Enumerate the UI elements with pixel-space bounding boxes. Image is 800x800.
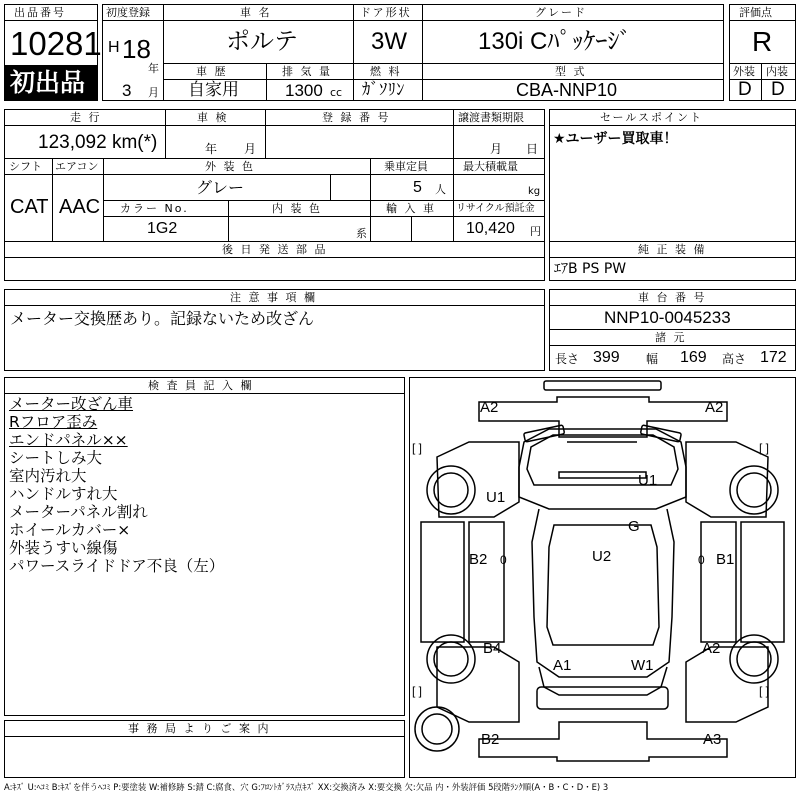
car-name: ポルテ: [226, 27, 298, 55]
recycle-label: リサイクル預託金: [456, 203, 535, 214]
diagram-mark-u2-roof: U2: [592, 548, 612, 565]
car-name-label: 車 名: [240, 6, 272, 19]
displacement-unit: cc: [330, 86, 343, 99]
int-color-label: 内 装 色: [272, 202, 322, 215]
month-unit: 月: [148, 86, 159, 99]
width: 169: [680, 349, 707, 366]
first-listing-text: 初出品: [10, 68, 86, 97]
import-label: 輸 入 車: [386, 202, 436, 215]
score: R: [752, 26, 773, 57]
inspector-notes: [9, 395, 224, 575]
capacity: 5: [413, 179, 422, 196]
chassis-label: 車 台 番 号: [638, 291, 707, 304]
caution: メーター交換歴あり。記録ないため改ざん: [10, 309, 315, 328]
ext-color-spare-cell: [330, 174, 371, 201]
transfer-day-unit: 日: [526, 142, 539, 156]
recycle-unit: 円: [530, 225, 541, 238]
lot-no: 10281: [10, 25, 102, 62]
later-parts-cell: [4, 257, 545, 281]
era: H: [108, 39, 120, 56]
diagram-bracket-right-2: [ ]: [759, 684, 770, 698]
ext-grade: D: [738, 79, 752, 100]
sales-point: ★ユーザー買取車！: [553, 131, 678, 147]
height-label: 高さ: [722, 352, 747, 366]
diagram-mark-u1-hood: U1: [638, 472, 658, 489]
int-grade-label: 内装: [766, 65, 788, 78]
grade: 130i Cﾊﾟｯｹｰｼﾞ: [478, 28, 632, 55]
diagram-mark-a2-top-left: A2: [480, 399, 499, 416]
reg-no-cell: [265, 125, 454, 159]
diagram-mark-b4-left: B4: [483, 640, 502, 657]
door-type: 3W: [371, 28, 407, 55]
inspector-note-line: メーター改ざん車: [9, 395, 134, 413]
fuel: ｶﾞｿﾘﾝ: [362, 80, 405, 100]
diagram-zero-left: 0: [500, 553, 507, 567]
legend-footer: A:ｷｽﾞ U:ﾍｺﾐ B:ｷｽﾞを伴うﾍｺﾐ P:要塗装 W:補修跡 S:錆 C:腐食、穴 G:ﾌﾛﾝﾄｶﾞﾗｽ点ｷｽﾞ XX:交換済み X:要交換 欠:欠品 内・外装評価 5段階ﾗﾝｸ順(A・B・C・D・E) 3: [4, 782, 609, 792]
office-label: 事 務 局 よ り ご 案 内: [128, 722, 271, 735]
inspector-note-line: ホイールカバー×: [9, 521, 131, 539]
displacement: 1300: [285, 81, 323, 100]
inspector-note-line: シートしみ大: [9, 449, 103, 467]
diagram-mark-b2-bottom: B2: [481, 731, 500, 748]
fuel-label: 燃 料: [370, 65, 402, 78]
inspector-note-line: パワースライドドア不良（左）: [9, 557, 225, 575]
color-no: 1G2: [147, 220, 178, 237]
recycle: 10,420: [466, 220, 515, 237]
diagram-mark-b2-left: B2: [469, 551, 488, 568]
lot-no-label: 出品番号: [14, 6, 66, 19]
caution-label: 注 意 事 項 欄: [230, 291, 317, 304]
int-grade: D: [771, 79, 785, 100]
load-label: 最大積載量: [463, 160, 518, 173]
inspection-year-unit: 年: [205, 142, 218, 156]
height: 172: [760, 349, 787, 366]
reg-no-label: 登 録 番 号: [322, 111, 391, 124]
inspection-label: 車 検: [197, 111, 229, 124]
model-code: CBA-NNP10: [516, 80, 618, 100]
color-no-label: カラー No.: [120, 202, 189, 215]
length: 399: [593, 349, 620, 366]
int-color-cell: [228, 216, 371, 242]
model-code-label: 型 式: [555, 65, 587, 78]
capacity-unit: 人: [435, 183, 446, 196]
inspector-note-line: 外装うすい線傷: [9, 539, 118, 557]
diagram-bracket-left-1: [ ]: [412, 441, 423, 455]
dims-cell: [549, 345, 796, 371]
ac: AAC: [59, 196, 101, 218]
ac-label: エアコン: [55, 160, 99, 173]
grade-label: グレード: [535, 6, 587, 19]
diagram-mark-a3-bottom: A3: [703, 731, 722, 748]
capacity-label: 乗車定員: [384, 160, 428, 173]
import-cell-2: [411, 216, 454, 242]
inspector-label: 検 査 員 記 入 欄: [148, 379, 254, 392]
transfer-month-unit: 月: [490, 142, 503, 156]
inspection-month-unit: 月: [244, 142, 257, 156]
diagram-mark-a2-top-right: A2: [705, 399, 724, 416]
diagram-mark-b1-right: B1: [716, 551, 735, 568]
chassis: NNP10-0045233: [604, 308, 731, 327]
ext-color-label: 外 装 色: [205, 160, 255, 173]
reg-year: 18: [122, 34, 151, 64]
diagram-bracket-right-1: [ ]: [759, 441, 770, 455]
score-label: 評価点: [739, 6, 772, 19]
diagram-mark-g: G: [628, 518, 640, 535]
mileage-label: 走 行: [70, 111, 102, 124]
mileage: 123,092 km(*): [38, 132, 158, 153]
diagram-mark-a1-back: A1: [553, 657, 572, 674]
shift-label: シフト: [9, 160, 42, 173]
diagram-zero-right: 0: [698, 553, 705, 567]
diagram-mark-a2-right: A2: [702, 640, 721, 657]
reg-month: 3: [122, 81, 132, 100]
dims-label: 諸 元: [655, 331, 687, 344]
first-reg-label: 初度登録: [106, 6, 150, 19]
displacement-label: 排 気 量: [282, 65, 332, 78]
inspector-note-line: Rフロア歪み: [9, 413, 98, 431]
transfer-label: 譲渡書類期限: [458, 111, 524, 124]
door-label: ドア形状: [360, 6, 412, 19]
diagram-mark-u1-left: U1: [486, 489, 506, 506]
inspector-note-line: 室内汚れ大: [9, 467, 87, 485]
load-unit: kg: [528, 186, 541, 197]
office-cell: [4, 736, 405, 778]
width-label: 幅: [646, 352, 659, 366]
equipment: ｴｱB PS PW: [554, 261, 627, 277]
year-unit: 年: [148, 62, 159, 75]
later-parts-label: 後 日 発 送 部 品: [222, 243, 328, 256]
inspector-note-line: ハンドルすれ大: [9, 485, 118, 503]
history: 自家用: [188, 80, 239, 100]
int-color-unit: 系: [356, 227, 367, 240]
car-damage-diagram: [409, 377, 796, 778]
ext-color: グレー: [196, 178, 245, 197]
inspector-note-line: メーターパネル割れ: [9, 503, 148, 521]
ext-grade-label: 外装: [733, 65, 755, 78]
sales-point-label: セールスポイント: [600, 111, 704, 124]
length-label: 長さ: [555, 352, 580, 366]
equipment-label: 純 正 装 備: [638, 243, 707, 256]
inspector-note-line: エンドパネル××: [9, 431, 128, 449]
shift: CAT: [10, 196, 49, 218]
import-cell: [370, 216, 412, 242]
history-label: 車 歴: [196, 65, 228, 78]
diagram-bracket-left-2: [ ]: [412, 684, 423, 698]
diagram-mark-w1-back: W1: [631, 657, 654, 674]
